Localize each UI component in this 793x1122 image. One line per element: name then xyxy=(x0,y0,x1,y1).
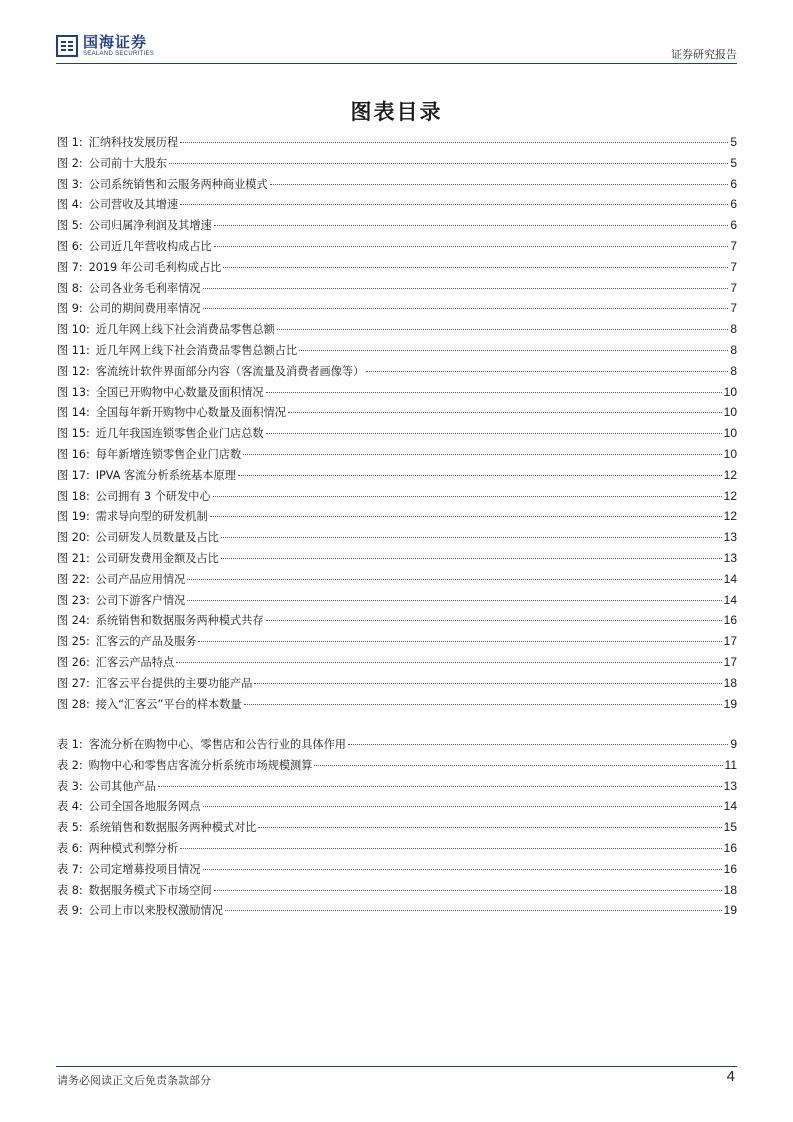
toc-entry-title: 公司前十大股东 xyxy=(88,156,167,170)
toc-entry-label: 图 9: xyxy=(57,302,83,316)
toc-entry[interactable] xyxy=(57,194,737,215)
toc-entry-label: 图 11: xyxy=(57,343,90,357)
toc-entry-title: 全国每年新开购物中心数量及面积情况 xyxy=(95,406,286,420)
toc-entry-title: 全国已开购物中心数量及面积情况 xyxy=(95,385,264,399)
toc-entry-title: 近几年我国连锁零售企业门店总数 xyxy=(95,427,264,441)
toc-entry-title: 公司拥有 3 个研发中心 xyxy=(95,489,211,503)
toc-entry-title: 公司近几年营收构成占比 xyxy=(88,239,212,253)
toc-entry[interactable] xyxy=(57,569,737,590)
toc-entry-page: 15 xyxy=(723,820,737,835)
toc-entry-title: 客流统计软件界面部分内容（客流量及消费者画像等） xyxy=(95,364,365,378)
toc-entry[interactable] xyxy=(57,776,737,797)
toc-entry-page: 16 xyxy=(723,861,737,876)
toc-entry-title: 接入“汇客云”平台的样本数量 xyxy=(95,697,242,711)
toc-entry-title: 公司定增募投项目情况 xyxy=(88,862,201,876)
toc-entry-page: 7 xyxy=(730,301,737,316)
toc-entry-label: 图 2: xyxy=(57,156,83,170)
dot-leader xyxy=(214,889,722,891)
toc-entry[interactable] xyxy=(57,465,737,486)
toc-entry[interactable] xyxy=(57,900,737,921)
table-list xyxy=(57,734,737,921)
toc-entry-label: 图 22: xyxy=(57,572,90,586)
toc-entry[interactable] xyxy=(57,132,737,153)
dot-leader xyxy=(210,515,722,517)
dot-leader xyxy=(314,764,722,766)
toc-entry-page: 14 xyxy=(723,592,737,607)
toc-entry[interactable] xyxy=(57,319,737,340)
toc-entry-label: 图 15: xyxy=(57,427,90,441)
toc-entry-title: IPVA 客流分析系统基本原理 xyxy=(95,468,236,482)
dot-leader xyxy=(213,495,722,497)
report-type-label: 证券研究报告 xyxy=(671,48,737,61)
toc-entry-title: 汇客云产品特点 xyxy=(95,655,175,669)
toc-entry[interactable] xyxy=(57,174,737,195)
dot-leader xyxy=(366,370,728,372)
toc-entry[interactable] xyxy=(57,278,737,299)
toc-entry[interactable] xyxy=(57,298,737,319)
toc-entry-page: 10 xyxy=(723,405,737,420)
page-number: 4 xyxy=(726,1068,735,1085)
dot-leader xyxy=(169,162,728,164)
dot-leader xyxy=(225,909,722,911)
toc-entry-label: 表 7: xyxy=(57,862,83,876)
toc-entry-title: 购物中心和零售店客流分析系统市场规模测算 xyxy=(88,758,313,772)
toc-entry[interactable] xyxy=(57,340,737,361)
toc-entry-label: 图 21: xyxy=(57,551,90,565)
toc-entry[interactable] xyxy=(57,236,737,257)
toc-entry[interactable] xyxy=(57,527,737,548)
dot-leader xyxy=(203,805,722,807)
disclaimer-note: 请务必阅读正文后免责条款部分 xyxy=(57,1074,211,1087)
toc-entry-title: 公司的期间费用率情况 xyxy=(88,302,201,316)
toc-entry-page: 19 xyxy=(723,903,737,918)
dot-leader xyxy=(277,328,729,330)
toc-entry-page: 7 xyxy=(730,259,737,274)
toc-entry-page: 18 xyxy=(723,675,737,690)
toc-entry-label: 表 6: xyxy=(57,841,83,855)
toc-entry[interactable] xyxy=(57,486,737,507)
dot-leader xyxy=(288,411,722,413)
toc-entry-label: 表 3: xyxy=(57,779,83,793)
toc-entry-label: 图 7: xyxy=(57,260,83,274)
toc-entry[interactable] xyxy=(57,257,737,278)
dot-leader xyxy=(203,868,722,870)
toc-entry[interactable] xyxy=(57,652,737,673)
sealand-logo-icon xyxy=(56,35,78,57)
dot-leader xyxy=(243,453,721,455)
toc-entry-title: 数据服务模式下市场空间 xyxy=(88,883,212,897)
toc-entry-title: 公司系统销售和云服务两种商业模式 xyxy=(88,177,268,191)
toc-entry-page: 13 xyxy=(723,550,737,565)
toc-entry[interactable] xyxy=(57,859,737,880)
toc-entry-page: 7 xyxy=(730,280,737,295)
toc-entry-label: 图 26: xyxy=(57,655,90,669)
dot-leader xyxy=(176,661,722,663)
dot-leader xyxy=(238,474,722,476)
toc-entry-page: 6 xyxy=(730,176,737,191)
toc-entry-page: 8 xyxy=(730,342,737,357)
toc-entry-title: 公司研发人员数量及占比 xyxy=(95,531,219,545)
toc-entry-title: 需求导向型的研发机制 xyxy=(95,510,208,524)
toc-entry-title: 公司全国各地服务网点 xyxy=(88,800,201,814)
dot-leader xyxy=(187,578,721,580)
header-divider xyxy=(56,63,737,64)
toc-entry-title: 近几年网上线下社会消费品零售总额 xyxy=(95,323,275,337)
dot-leader xyxy=(180,203,728,205)
toc-entry-title: 汇客云平台提供的主要功能产品 xyxy=(95,676,253,690)
toc-entry[interactable] xyxy=(57,880,737,901)
toc-entry[interactable] xyxy=(57,382,737,403)
toc-entry-title: 公司上市以来股权激励情况 xyxy=(88,904,223,918)
toc-entry-title: 每年新增连锁零售企业门店数 xyxy=(95,447,242,461)
toc-entry[interactable] xyxy=(57,838,737,859)
toc-entry-page: 16 xyxy=(723,840,737,855)
toc-entry-label: 图 14: xyxy=(57,406,90,420)
toc-entry[interactable] xyxy=(57,444,737,465)
toc-entry-page: 8 xyxy=(730,322,737,337)
toc-entry-label: 图 5: xyxy=(57,219,83,233)
dot-leader xyxy=(214,224,729,226)
toc-entry-title: 公司归属净利润及其增速 xyxy=(88,219,212,233)
toc-entry[interactable] xyxy=(57,755,737,776)
toc-entry-label: 图 13: xyxy=(57,385,90,399)
figure-list xyxy=(57,132,737,714)
toc-entry-title: 近几年网上线下社会消费品零售总额占比 xyxy=(95,343,298,357)
company-name-cn: 国海证券 xyxy=(83,33,148,51)
toc-entry-title: 系统销售和数据服务两种模式共存 xyxy=(95,614,264,628)
company-logo xyxy=(56,34,154,58)
dot-leader xyxy=(266,619,722,621)
toc-entry-title: 公司其他产品 xyxy=(88,779,156,793)
toc-entry-label: 表 1: xyxy=(57,738,83,751)
dot-leader xyxy=(266,391,722,393)
toc-entry[interactable] xyxy=(57,361,737,382)
toc-entry-label: 图 6: xyxy=(57,239,83,253)
dot-leader xyxy=(187,599,721,601)
dot-leader xyxy=(223,266,728,268)
toc-entry-page: 10 xyxy=(723,426,737,441)
toc-entry-page: 13 xyxy=(723,778,737,793)
toc-entry-label: 图 10: xyxy=(57,323,90,337)
toc-entry-label: 图 27: xyxy=(57,676,90,690)
dot-leader xyxy=(270,183,729,185)
company-name-en: SEALAND SECURITIES xyxy=(83,51,155,57)
toc-entry-title: 2019 年公司毛利构成占比 xyxy=(88,260,222,274)
toc-entry-page: 12 xyxy=(723,509,737,524)
dot-leader xyxy=(266,432,722,434)
dot-leader xyxy=(180,141,728,143)
toc-entry[interactable] xyxy=(57,215,737,236)
toc-entry-page: 14 xyxy=(723,799,737,814)
toc-entry-title: 公司各业务毛利率情况 xyxy=(88,281,201,295)
toc-entry[interactable] xyxy=(57,734,737,755)
toc-entry[interactable] xyxy=(57,817,737,838)
toc-entry-page: 12 xyxy=(723,488,737,503)
toc-entry-title: 汇纳科技发展历程 xyxy=(88,136,179,149)
toc-entry[interactable] xyxy=(57,402,737,423)
toc-entry-page: 14 xyxy=(723,571,737,586)
toc-entry-page: 10 xyxy=(723,384,737,399)
toc-entry-label: 图 20: xyxy=(57,531,90,545)
dot-leader xyxy=(214,245,729,247)
toc-entry[interactable] xyxy=(57,590,737,611)
toc-entry-page: 6 xyxy=(730,218,737,233)
dot-leader xyxy=(158,785,722,787)
toc-entry-label: 图 25: xyxy=(57,635,90,649)
toc-entry-label: 图 18: xyxy=(57,489,90,503)
toc-entry-title: 公司产品应用情况 xyxy=(95,572,186,586)
toc-entry-label: 表 9: xyxy=(57,904,83,918)
toc-entry[interactable] xyxy=(57,506,737,527)
toc-entry[interactable] xyxy=(57,673,737,694)
dot-leader xyxy=(203,307,729,309)
toc-entry-page: 12 xyxy=(723,467,737,482)
toc-entry-label: 图 24: xyxy=(57,614,90,628)
toc-entry[interactable] xyxy=(57,548,737,569)
toc-entry-page: 18 xyxy=(723,882,737,897)
toc-entry-label: 图 12: xyxy=(57,364,90,378)
toc-entry-page: 17 xyxy=(723,634,737,649)
toc-entry-title: 两种模式利弊分析 xyxy=(88,841,179,855)
toc-entry-title: 汇客云的产品及服务 xyxy=(95,635,197,649)
dot-leader xyxy=(258,826,721,828)
toc-entry-title: 公司研发费用金额及占比 xyxy=(95,551,219,565)
toc-entry[interactable] xyxy=(57,694,737,715)
toc-entry-page: 16 xyxy=(723,613,737,628)
toc-entry-page: 17 xyxy=(723,654,737,669)
toc-entry-title: 客流分析在购物中心、零售店和公告行业的具体作用 xyxy=(88,738,346,751)
toc-entry-title: 公司营收及其增速 xyxy=(88,198,179,212)
toc-entry-page: 5 xyxy=(730,155,737,170)
toc-entry-label: 表 4: xyxy=(57,800,83,814)
toc-entry[interactable] xyxy=(57,610,737,631)
toc-entry[interactable] xyxy=(57,796,737,817)
page-header xyxy=(56,32,737,62)
toc-entry-label: 表 5: xyxy=(57,821,83,835)
toc-entry[interactable] xyxy=(57,153,737,174)
toc-entry-label: 图 1: xyxy=(57,136,83,149)
toc-entry-page: 9 xyxy=(730,737,737,751)
toc-entry-label: 图 28: xyxy=(57,697,90,711)
footer-divider xyxy=(56,1066,737,1067)
toc-entry-page: 11 xyxy=(724,757,737,772)
toc-entry[interactable] xyxy=(57,631,737,652)
dot-leader xyxy=(348,743,728,745)
dot-leader xyxy=(198,640,721,642)
dot-leader xyxy=(221,557,722,559)
toc-entry-label: 图 17: xyxy=(57,468,90,482)
dot-leader xyxy=(254,682,721,684)
toc-entry-page: 5 xyxy=(730,135,737,149)
toc-entry-label: 图 3: xyxy=(57,177,83,191)
toc-entry-page: 6 xyxy=(730,197,737,212)
toc-entry-label: 图 23: xyxy=(57,593,90,607)
dot-leader xyxy=(244,703,722,705)
toc-entry-page: 19 xyxy=(723,696,737,711)
toc-entry-page: 7 xyxy=(730,238,737,253)
toc-entry-page: 10 xyxy=(723,446,737,461)
dot-leader xyxy=(180,847,721,849)
toc-entry-label: 表 8: xyxy=(57,883,83,897)
toc-entry-label: 图 8: xyxy=(57,281,83,295)
toc-entry-title: 公司下游客户情况 xyxy=(95,593,186,607)
toc-entry-title: 系统销售和数据服务两种模式对比 xyxy=(88,821,257,835)
dot-leader xyxy=(299,349,728,351)
toc-entry-label: 表 2: xyxy=(57,758,83,772)
page-title: 图表目录 xyxy=(350,99,443,124)
toc-entry-page: 13 xyxy=(723,530,737,545)
dot-leader xyxy=(203,287,729,289)
toc-entry-label: 图 4: xyxy=(57,198,83,212)
toc-entry-label: 图 16: xyxy=(57,447,90,461)
toc-entry-page: 8 xyxy=(730,363,737,378)
toc-entry[interactable] xyxy=(57,423,737,444)
dot-leader xyxy=(221,536,722,538)
toc-entry-label: 图 19: xyxy=(57,510,90,524)
